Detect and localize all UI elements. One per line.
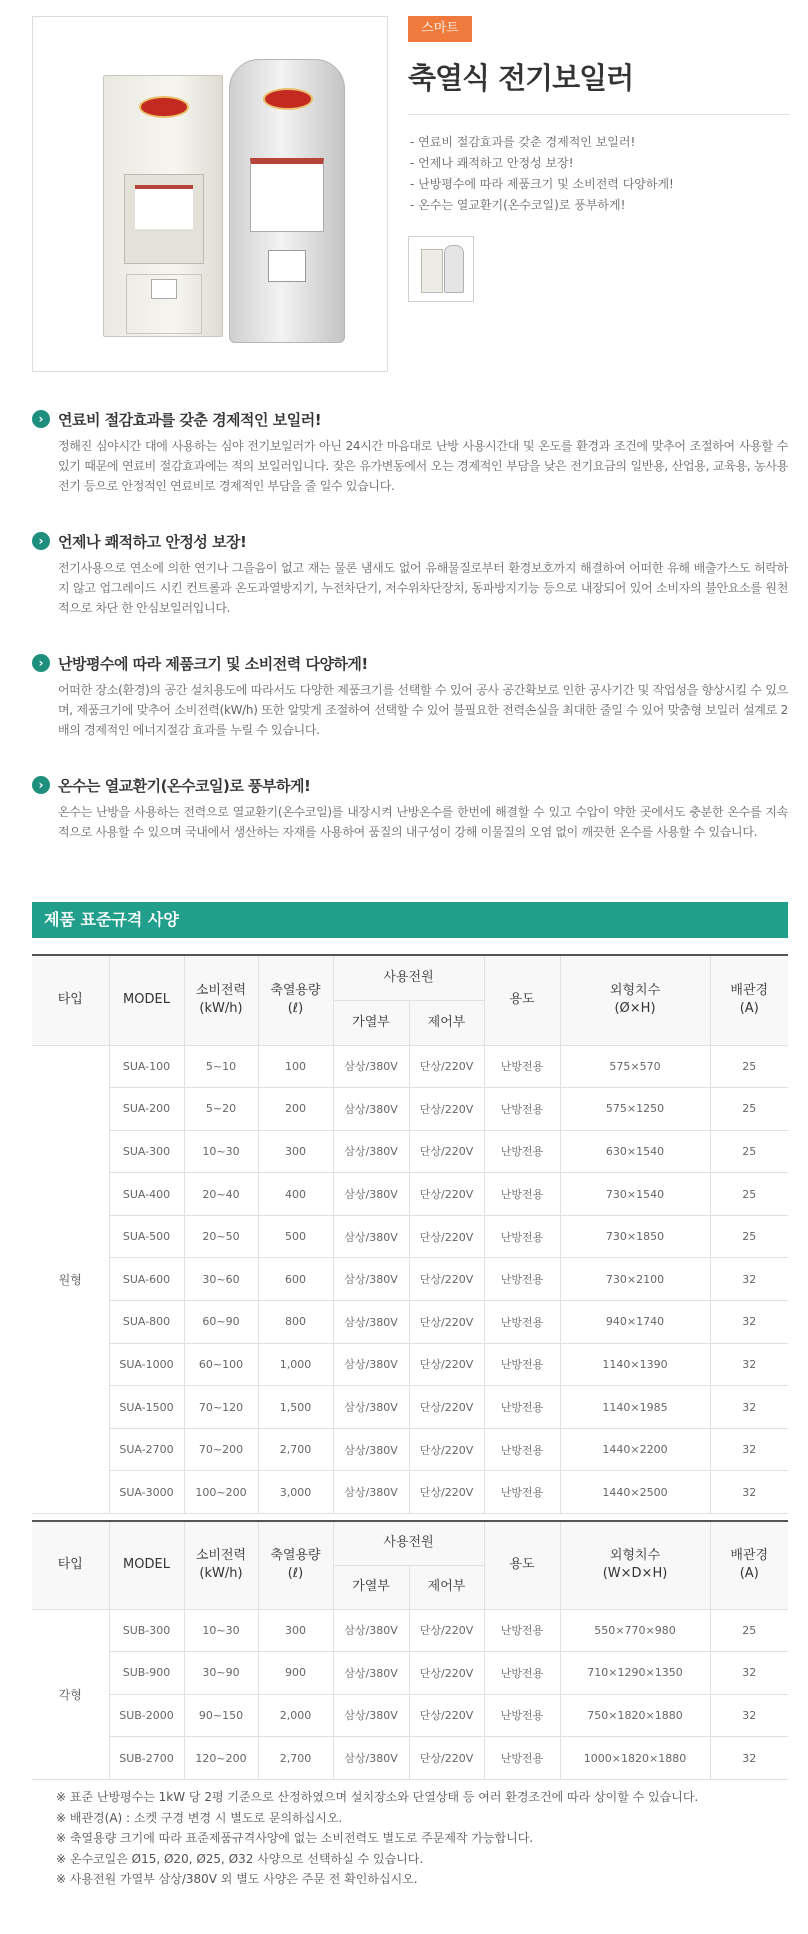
header-power: 소비전력 (kW/h) xyxy=(184,1521,258,1609)
summary-item: - 온수는 열교환기(온수코일)로 풍부하게! xyxy=(410,198,626,212)
capacity-cell: 2,000 xyxy=(258,1694,333,1737)
usage-cell: 난방전용 xyxy=(484,1301,560,1344)
dims-cell: 730×1540 xyxy=(560,1173,710,1216)
heating-cell: 삼상/380V xyxy=(333,1343,409,1386)
product-title: 축열식 전기보일러 xyxy=(408,61,634,95)
spec-rows xyxy=(32,1045,788,1514)
pipe-cell: 25 xyxy=(710,1173,788,1216)
power-cell: 70~120 xyxy=(184,1386,258,1429)
control-cell: 단상/220V xyxy=(409,1386,484,1429)
chevron-right-icon: › xyxy=(32,776,50,794)
control-cell: 단상/220V xyxy=(409,1301,484,1344)
feature-title: 온수는 열교환기(온수코일)로 풍부하게! xyxy=(58,776,311,795)
dims-cell: 1440×2200 xyxy=(560,1428,710,1471)
power-cell: 60~100 xyxy=(184,1343,258,1386)
pipe-cell: 32 xyxy=(710,1386,788,1429)
spec-table-round xyxy=(32,954,788,1514)
feature-safety xyxy=(32,530,788,618)
feature-description: 전기사용으로 연소에 의한 연기나 그을음이 없고 재는 물론 냄새도 없어 유해물질로부터 환경보호까지 해결하여 어떠한 유해 배출가스도 허락하지 않고 업그레이드 시킨 컨트롤과 온도과열방지기, 누전차단기, 저수위차단장치, 동파방지기능 등으로 내장되어 있어 소비자의 불안요소를 원천적으로 차단 한 안심보일러입니다. xyxy=(58,561,788,615)
dims-cell: 1140×1985 xyxy=(560,1386,710,1429)
feature-title: 난방평수에 따라 제품크기 및 소비전력 다양하게! xyxy=(58,654,368,673)
power-cell: 70~200 xyxy=(184,1428,258,1471)
heating-cell: 삼상/380V xyxy=(333,1471,409,1514)
header-capacity: 축열용량 (ℓ) xyxy=(258,955,333,1045)
pipe-cell: 32 xyxy=(710,1258,788,1301)
capacity-cell: 600 xyxy=(258,1258,333,1301)
model-cell: SUA-800 xyxy=(109,1301,184,1344)
header-supply: 사용전원 xyxy=(333,955,484,1000)
power-cell: 60~90 xyxy=(184,1301,258,1344)
table-row xyxy=(32,1173,788,1216)
model-cell: SUB-2700 xyxy=(109,1737,184,1780)
control-cell: 단상/220V xyxy=(409,1130,484,1173)
power-cell: 20~50 xyxy=(184,1215,258,1258)
table-row xyxy=(32,1258,788,1301)
power-cell: 120~200 xyxy=(184,1737,258,1780)
power-cell: 30~90 xyxy=(184,1652,258,1695)
note-item: ※ 배관경(A) : 소켓 구경 변경 시 별도로 문의하십시오. xyxy=(56,1810,343,1825)
control-cell: 단상/220V xyxy=(409,1343,484,1386)
table-row xyxy=(32,1609,788,1652)
heating-cell: 삼상/380V xyxy=(333,1130,409,1173)
usage-cell: 난방전용 xyxy=(484,1130,560,1173)
square-boiler-illustration xyxy=(103,75,223,337)
dims-cell: 575×1250 xyxy=(560,1088,710,1131)
model-cell: SUA-1000 xyxy=(109,1343,184,1386)
product-summary xyxy=(410,132,674,216)
dims-cell: 750×1820×1880 xyxy=(560,1694,710,1737)
usage-cell: 난방전용 xyxy=(484,1258,560,1301)
usage-cell: 난방전용 xyxy=(484,1428,560,1471)
feature-hot-water xyxy=(32,774,788,842)
pipe-cell: 25 xyxy=(710,1088,788,1131)
header-power: 소비전력 (kW/h) xyxy=(184,955,258,1045)
power-cell: 90~150 xyxy=(184,1694,258,1737)
power-cell: 10~30 xyxy=(184,1609,258,1652)
product-thumbnail[interactable] xyxy=(408,236,474,302)
control-cell: 단상/220V xyxy=(409,1737,484,1780)
pipe-cell: 32 xyxy=(710,1343,788,1386)
model-cell: SUB-2000 xyxy=(109,1694,184,1737)
usage-cell: 난방전용 xyxy=(484,1088,560,1131)
table-row xyxy=(32,1471,788,1514)
model-cell: SUA-3000 xyxy=(109,1471,184,1514)
type-cell: 원형 xyxy=(32,1045,109,1514)
spec-table-square xyxy=(32,1520,788,1780)
type-cell: 각형 xyxy=(32,1609,109,1779)
feature-description: 어떠한 장소(환경)의 공간 설치용도에 따라서도 다양한 제품크기를 선택할 수 있어 공사 공간확보로 인한 공사기간 및 작업성을 향상시킬 수 있으며, 제품크기에 맞추어 소비전력(kW/h) 또한 알맞게 조절하여 선택할 수 있어 불필요한 전력손실을 최대한 줄일 수 있어 맞춤형 보일러 설계로 2배의 경제적인 에너지절감 효과를 누릴 수 있습니다. xyxy=(58,683,788,737)
capacity-cell: 300 xyxy=(258,1609,333,1652)
model-cell: SUA-100 xyxy=(109,1045,184,1088)
summary-item: - 언제나 쾌적하고 안정성 보장! xyxy=(410,156,574,170)
chevron-right-icon: › xyxy=(32,532,50,550)
product-main-image xyxy=(32,16,388,372)
model-cell: SUA-2700 xyxy=(109,1428,184,1471)
usage-cell: 난방전용 xyxy=(484,1045,560,1088)
table-row xyxy=(32,1386,788,1429)
header-heating: 가열부 xyxy=(333,1000,409,1045)
usage-cell: 난방전용 xyxy=(484,1343,560,1386)
header-control: 제어부 xyxy=(409,1565,484,1609)
note-item: ※ 표준 난방평수는 1kW 당 2평 기준으로 산정하였으며 설치장소와 단열상태 등 여러 환경조건에 따라 상이할 수 있습니다. xyxy=(56,1790,699,1804)
heating-cell: 삼상/380V xyxy=(333,1088,409,1131)
feature-description: 정해진 심야시간 대에 사용하는 심야 전기보일러가 아닌 24시간 마음대로 난방 사용시간대 및 온도를 환경과 조건에 맞추어 조절하여 사용할 수 있기 때문에 연료비 절감효과에는 적의 보일러입니다. 잦은 유가변동에서 오는 경제적인 부담을 낮은 전기요금의 일반용, 산업용, 교육용, 농사용 전기 등으로 안정적인 연료비로 경제적인 부담을 줄 일수 있습니다. xyxy=(58,439,788,493)
dims-cell: 550×770×980 xyxy=(560,1609,710,1652)
model-cell: SUA-400 xyxy=(109,1173,184,1216)
heating-cell: 삼상/380V xyxy=(333,1694,409,1737)
pipe-cell: 32 xyxy=(710,1471,788,1514)
header-heating: 가열부 xyxy=(333,1565,409,1609)
header-supply: 사용전원 xyxy=(333,1521,484,1565)
usage-cell: 난방전용 xyxy=(484,1471,560,1514)
heating-cell: 삼상/380V xyxy=(333,1428,409,1471)
power-cell: 20~40 xyxy=(184,1173,258,1216)
pipe-cell: 25 xyxy=(710,1130,788,1173)
heating-cell: 삼상/380V xyxy=(333,1258,409,1301)
power-cell: 10~30 xyxy=(184,1130,258,1173)
heating-cell: 삼상/380V xyxy=(333,1652,409,1695)
dims-cell: 1440×2500 xyxy=(560,1471,710,1514)
feature-sizes xyxy=(32,652,788,740)
header-usage: 용도 xyxy=(484,955,560,1045)
model-cell: SUA-500 xyxy=(109,1215,184,1258)
power-cell: 5~10 xyxy=(184,1045,258,1088)
header-control: 제어부 xyxy=(409,1000,484,1045)
chevron-right-icon: › xyxy=(32,654,50,672)
brand-logo xyxy=(263,88,313,110)
capacity-cell: 3,000 xyxy=(258,1471,333,1514)
heating-cell: 삼상/380V xyxy=(333,1215,409,1258)
chevron-right-icon: › xyxy=(32,410,50,428)
header-pipe: 배관경 (A) xyxy=(710,955,788,1045)
header-model: MODEL xyxy=(109,955,184,1045)
usage-cell: 난방전용 xyxy=(484,1215,560,1258)
capacity-cell: 500 xyxy=(258,1215,333,1258)
brand-logo xyxy=(139,96,189,118)
control-cell: 단상/220V xyxy=(409,1428,484,1471)
capacity-cell: 400 xyxy=(258,1173,333,1216)
capacity-cell: 900 xyxy=(258,1652,333,1695)
dims-cell: 1140×1390 xyxy=(560,1343,710,1386)
dims-cell: 940×1740 xyxy=(560,1301,710,1344)
control-cell: 단상/220V xyxy=(409,1694,484,1737)
pipe-cell: 32 xyxy=(710,1737,788,1780)
dims-cell: 730×1850 xyxy=(560,1215,710,1258)
pipe-cell: 25 xyxy=(710,1045,788,1088)
table-row xyxy=(32,1694,788,1737)
summary-item: - 난방평수에 따라 제품크기 및 소비전력 다양하게! xyxy=(410,177,674,191)
heating-cell: 삼상/380V xyxy=(333,1173,409,1216)
heating-cell: 삼상/380V xyxy=(333,1045,409,1088)
round-boiler-illustration xyxy=(229,59,345,343)
smart-badge: 스마트 xyxy=(408,16,472,42)
header-type: 타입 xyxy=(32,1521,109,1609)
power-cell: 30~60 xyxy=(184,1258,258,1301)
model-cell: SUA-300 xyxy=(109,1130,184,1173)
feature-title: 언제나 쾌적하고 안정성 보장! xyxy=(58,532,247,551)
model-cell: SUB-300 xyxy=(109,1609,184,1652)
header-capacity: 축열용량 (ℓ) xyxy=(258,1521,333,1609)
feature-title: 연료비 절감효과를 갖춘 경제적인 보일러! xyxy=(58,410,322,429)
heating-cell: 삼상/380V xyxy=(333,1301,409,1344)
model-cell: SUA-1500 xyxy=(109,1386,184,1429)
header-pipe: 배관경 (A) xyxy=(710,1521,788,1609)
table-row xyxy=(32,1045,788,1088)
note-item: ※ 축열용량 크기에 따라 표준제품규격사양에 없는 소비전력도 별도로 주문제작 가능합니다. xyxy=(56,1831,534,1845)
capacity-cell: 200 xyxy=(258,1088,333,1131)
capacity-cell: 300 xyxy=(258,1130,333,1173)
header-dims: 외형치수 (Ø×H) xyxy=(560,955,710,1045)
table-row xyxy=(32,1215,788,1258)
note-item: ※ 사용전원 가열부 삼상/380V 외 별도 사양은 주문 전 확인하십시오. xyxy=(56,1872,418,1886)
pipe-cell: 32 xyxy=(710,1694,788,1737)
capacity-cell: 2,700 xyxy=(258,1737,333,1780)
dims-cell: 730×2100 xyxy=(560,1258,710,1301)
spec-rows xyxy=(32,1609,788,1779)
header-usage: 용도 xyxy=(484,1521,560,1609)
capacity-cell: 1,500 xyxy=(258,1386,333,1429)
dims-cell: 575×570 xyxy=(560,1045,710,1088)
pipe-cell: 32 xyxy=(710,1428,788,1471)
capacity-cell: 800 xyxy=(258,1301,333,1344)
model-cell: SUB-900 xyxy=(109,1652,184,1695)
control-cell: 단상/220V xyxy=(409,1609,484,1652)
dims-cell: 1000×1820×1880 xyxy=(560,1737,710,1780)
table-row xyxy=(32,1652,788,1695)
usage-cell: 난방전용 xyxy=(484,1386,560,1429)
usage-cell: 난방전용 xyxy=(484,1737,560,1780)
feature-description: 온수는 난방을 사용하는 전력으로 열교환기(온수코일)를 내장시켜 난방온수를 한번에 해결할 수 있고 수압이 약한 곳에서도 충분한 온수를 지속적으로 사용할 수 있으며 국내에서 생산하는 자재를 사용하여 품질의 내구성이 강해 이물질의 오염 없이 깨끗한 온수를 사용할 수 있습니다. xyxy=(58,805,788,839)
heating-cell: 삼상/380V xyxy=(333,1386,409,1429)
power-cell: 100~200 xyxy=(184,1471,258,1514)
power-cell: 5~20 xyxy=(184,1088,258,1131)
control-cell: 단상/220V xyxy=(409,1258,484,1301)
model-cell: SUA-200 xyxy=(109,1088,184,1131)
control-cell: 단상/220V xyxy=(409,1045,484,1088)
table-row xyxy=(32,1343,788,1386)
summary-item: - 연료비 절감효과를 갖춘 경제적인 보일러! xyxy=(410,135,636,149)
capacity-cell: 100 xyxy=(258,1045,333,1088)
note-item: ※ 온수코일은 Ø15, Ø20, Ø25, Ø32 사양으로 선택하실 수 있습니다. xyxy=(56,1851,424,1866)
header-model: MODEL xyxy=(109,1521,184,1609)
table-row xyxy=(32,1088,788,1131)
table-row xyxy=(32,1428,788,1471)
dims-cell: 710×1290×1350 xyxy=(560,1652,710,1695)
table-row xyxy=(32,1737,788,1780)
control-cell: 단상/220V xyxy=(409,1215,484,1258)
header-dims: 외형치수 (W×D×H) xyxy=(560,1521,710,1609)
control-cell: 단상/220V xyxy=(409,1173,484,1216)
control-cell: 단상/220V xyxy=(409,1652,484,1695)
pipe-cell: 32 xyxy=(710,1301,788,1344)
heating-cell: 삼상/380V xyxy=(333,1609,409,1652)
heating-cell: 삼상/380V xyxy=(333,1737,409,1780)
spec-notes xyxy=(56,1787,698,1890)
table-row xyxy=(32,1130,788,1173)
control-cell: 단상/220V xyxy=(409,1471,484,1514)
usage-cell: 난방전용 xyxy=(484,1652,560,1695)
header-type: 타입 xyxy=(32,955,109,1045)
usage-cell: 난방전용 xyxy=(484,1609,560,1652)
capacity-cell: 2,700 xyxy=(258,1428,333,1471)
table-row xyxy=(32,1301,788,1344)
capacity-cell: 1,000 xyxy=(258,1343,333,1386)
pipe-cell: 32 xyxy=(710,1652,788,1695)
spec-heading: 제품 표준규격 사양 xyxy=(32,902,788,938)
pipe-cell: 25 xyxy=(710,1215,788,1258)
dims-cell: 630×1540 xyxy=(560,1130,710,1173)
title-divider xyxy=(408,114,790,115)
feature-fuel-saving xyxy=(32,408,788,496)
usage-cell: 난방전용 xyxy=(484,1173,560,1216)
pipe-cell: 25 xyxy=(710,1609,788,1652)
usage-cell: 난방전용 xyxy=(484,1694,560,1737)
control-cell: 단상/220V xyxy=(409,1088,484,1131)
model-cell: SUA-600 xyxy=(109,1258,184,1301)
